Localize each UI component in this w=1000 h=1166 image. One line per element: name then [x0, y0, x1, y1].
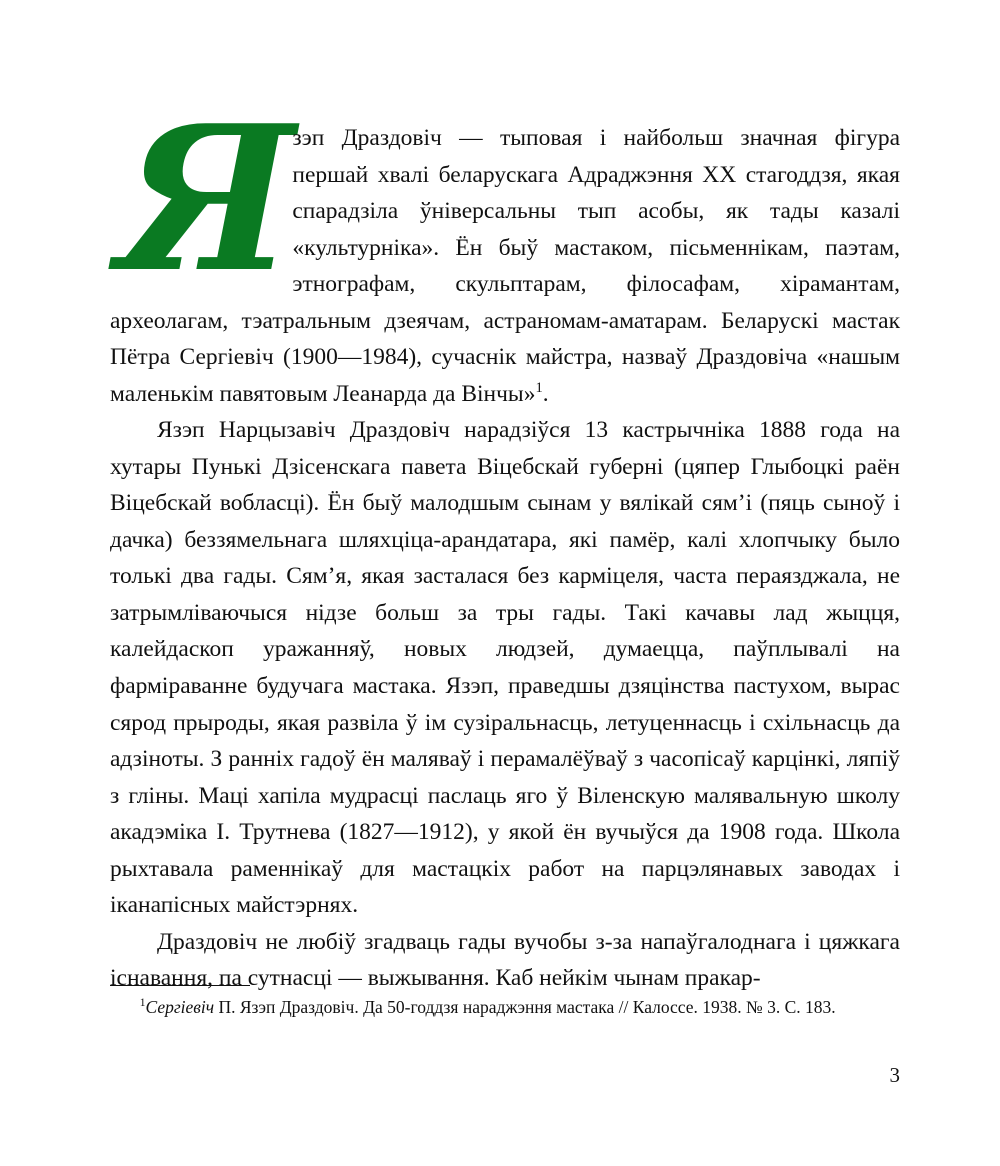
footnote-separator-rule — [110, 985, 250, 986]
drop-cap-letter: Я — [118, 82, 287, 317]
paragraph-1-text: зэп Драздовіч — тыповая і найбольш значная фігура першай хвалі беларускага Адраджэння XX стагоддзя, якая спарадзіла ўніверсальны тып асобы, як тады казалі «культурніка». Ён быў мастаком, пісьменнікам, паэтам, этнографам, скульптарам, філосафам, хірамантам, археолагам, тэатральным дзеячам, астраномам-аматарам. Беларускі мастак Пётра Сергіевіч (1900—1984), сучаснік майстра, назваў Драздовіча «нашым маленькім павятовым Леанарда да Вінчы» — [110, 125, 900, 407]
footnote-text — [110, 995, 900, 1021]
footnote-area — [110, 985, 900, 1021]
page-number: 3 — [889, 1063, 900, 1087]
footnote-author: Сергіевіч — [145, 997, 215, 1017]
paragraph-2: Язэп Нарцызавіч Драздовіч нарадзіўся 13 кастрычніка 1888 года на хутары Пунькі Дзісенскага павета Віцебскай губерні (цяпер Глыбоцкі раён Віцебскай вобласці). Ён быў малодшым сынам у вялікай сям’і (пяць сыноў і дачка) беззямельнага шляхціца-арандатара, які памёр, калі хлопчыку было толькі два гады. Сям’я, якая засталася без карміцеля, часта пераязджала, не затрымліваючыся нідзе больш за тры гады. Такі качавы лад жыцця, калейдаскоп уражанняў, новых людзей, думаецца, паўплывалі на фарміраванне будучага мастака. Язэп, праведшы дзяцінства пастухом, вырас сярод прыроды, якая развіла ў ім сузіральнасць, летуценнасць і схільнасць да адзіноты. З ранніх гадоў ён маляваў і перамалёўваў з часопісаў карцінкі, ляпіў з гліны. Маці хапіла мудрасці паслаць яго ў Віленскую малявальную школу акадэміка І. Трутнева (1827—1912), у якой ён вучыўся да 1908 года. Школа рыхтавала раменнікаў для мастацкіх работ на парцэлянавых заводах і іканапісных майстэрнях. — [110, 417, 900, 919]
paragraph-1: Язэп Драздовіч — тыповая і найбольш значная фігура першай хвалі беларускага Адраджэння XX стагоддзя, якая спарадзіла ўніверсальны тып асобы, як тады казалі «культурніка». Ён быў мастаком, пісьменнікам, паэтам, этнографам, скульптарам, філосафам, хірамантам, археолагам, тэатральным дзеячам, астраномам-аматарам. Беларускі мастак Пётра Сергіевіч (1900—1984), сучаснік майстра, назваў Драздовіча «нашым маленькім павятовым Леанарда да Вінчы»$^1$. — [110, 82, 900, 407]
footnote-body: П. Язэп Драздовіч. Да 50-годдзя нараджэння мастака // Калоссе. 1938. № 3. С. 183. — [214, 997, 836, 1017]
footnote-reference[interactable]: 1 — [535, 379, 543, 396]
page-body — [110, 82, 900, 997]
footnote-number: 1 — [139, 997, 146, 1010]
paragraph-3: Драздовіч не любіў згадваць гады вучобы з-за напаўгалоднага і цяжкага існавання, па сутнасці — выжывання. Каб нейкім чынам пракар- — [110, 928, 900, 992]
